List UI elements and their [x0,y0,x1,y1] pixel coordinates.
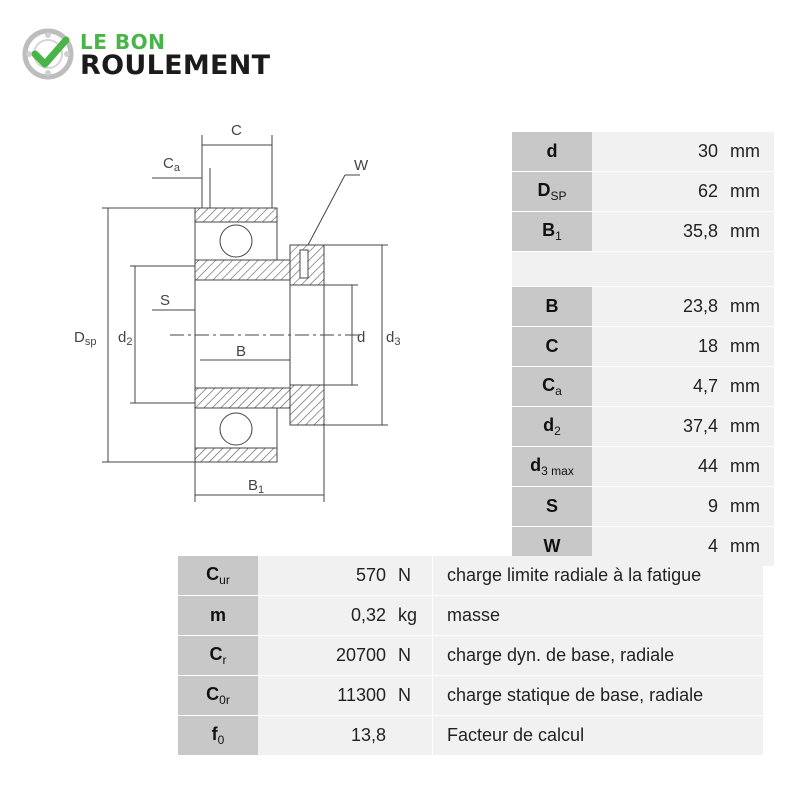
table-row [178,676,763,716]
symbol-cell: $f_0$ [178,716,258,756]
value-cell: 13,8 [258,716,392,756]
unit-cell: mm [724,172,774,212]
table-row [512,327,774,367]
brand-line1: LE BON [80,30,166,54]
symbol-cell: C [512,327,592,367]
symbol-cell: $D_{SP}$ [512,172,592,212]
description-cell: masse [433,596,764,636]
unit-cell: N [392,556,433,596]
bearing-section-drawing [60,110,420,510]
unit-cell: N [392,636,433,676]
label-w: W [354,157,369,174]
unit-cell: mm [724,132,774,172]
table-row [512,132,774,172]
table-row [512,367,774,407]
table-row [512,407,774,447]
table-row [178,556,763,596]
label-b: B [236,343,247,360]
symbol-cell: d [512,132,592,172]
table-row [512,487,774,527]
symbol-cell: $C_a$ [512,367,592,407]
unit-cell: mm [724,212,774,252]
loads-table [178,556,763,756]
table-row [178,716,763,756]
description-cell: charge dyn. de base, radiale [433,636,764,676]
value-cell: 20700 [258,636,392,676]
label-d2: $d_2$ [118,329,133,348]
label-b1: $B_1$ [248,477,265,496]
table-row [512,447,774,487]
table-spacer-row [512,252,774,287]
description-cell: Facteur de calcul [433,716,764,756]
value-cell: 9 [592,487,724,527]
table-row [512,287,774,327]
value-cell: 18 [592,327,724,367]
symbol-cell: $d_{3 max}$ [512,447,592,487]
table-row [178,636,763,676]
unit-cell [392,716,433,756]
symbol-cell: $C_r$ [178,636,258,676]
value-cell: 37,4 [592,407,724,447]
symbol-cell: $B_1$ [512,212,592,252]
label-dsp: $D_{sp}$ [74,329,97,348]
symbol-cell: W [512,527,592,567]
symbol-cell: $C_{ur}$ [178,556,258,596]
symbol-cell: S [512,487,592,527]
table-row [512,172,774,212]
label-ca: $C_a$ [163,155,180,174]
value-cell: 4 [592,527,724,567]
value-cell: 62 [592,172,724,212]
label-s: S [160,292,171,309]
unit-cell: mm [724,367,774,407]
unit-cell: mm [724,527,774,567]
value-cell: 570 [258,556,392,596]
label-c: C [231,122,242,139]
dimensions-table [512,132,774,567]
label-d: d [357,329,366,346]
unit-cell: mm [724,447,774,487]
value-cell: 44 [592,447,724,487]
description-cell: charge statique de base, radiale [433,676,764,716]
description-cell: charge limite radiale à la fatigue [433,556,764,596]
unit-cell: mm [724,287,774,327]
table-row [512,212,774,252]
value-cell: 0,32 [258,596,392,636]
bearing-check-icon [22,28,74,80]
brand-line2: ROULEMENT [80,50,271,81]
label-d3: $d_3$ [386,329,401,348]
value-cell: 23,8 [592,287,724,327]
symbol-cell: $d_2$ [512,407,592,447]
unit-cell: N [392,676,433,716]
unit-cell: mm [724,327,774,367]
unit-cell: kg [392,596,433,636]
table-row [178,596,763,636]
value-cell: 30 [592,132,724,172]
symbol-cell: B [512,287,592,327]
value-cell: 11300 [258,676,392,716]
symbol-cell: m [178,596,258,636]
symbol-cell: $C_{0r}$ [178,676,258,716]
unit-cell: mm [724,487,774,527]
value-cell: 4,7 [592,367,724,407]
brand-logo [22,26,302,86]
value-cell: 35,8 [592,212,724,252]
unit-cell: mm [724,407,774,447]
